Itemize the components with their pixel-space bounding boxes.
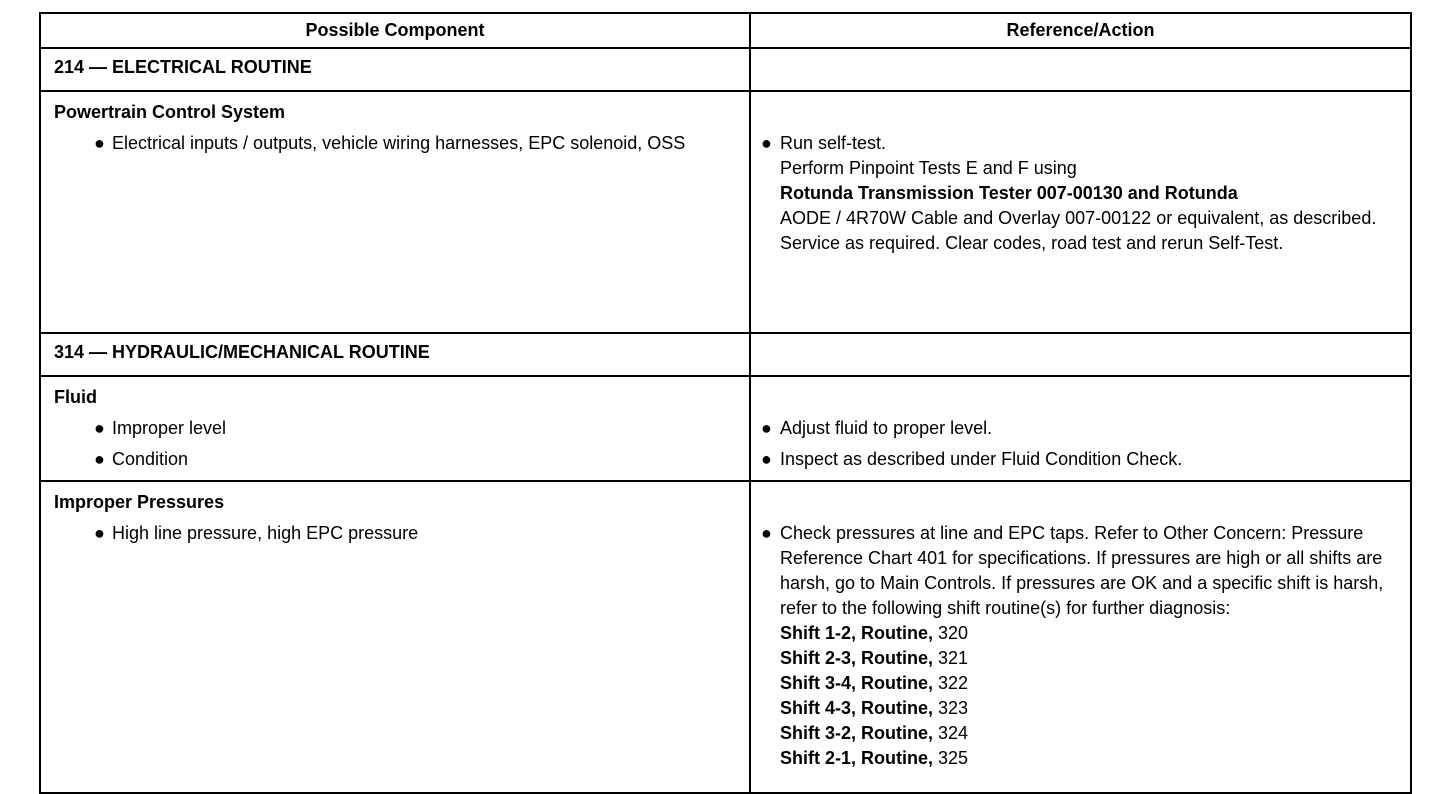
component-text: Condition [112, 449, 189, 469]
bullet-icon: ● [94, 418, 105, 438]
section-empty-cell [750, 333, 1411, 376]
diagnostic-table [39, 12, 1412, 794]
shift-routine: Shift 2-3, Routine, 321 [780, 648, 969, 668]
action-text: Adjust fluid to proper level. [780, 418, 993, 438]
section-row [40, 333, 1411, 376]
action-cell [750, 481, 1411, 793]
shift-routine: Shift 4-3, Routine, 323 [780, 698, 969, 718]
list-item [761, 416, 1402, 441]
list-item [54, 131, 749, 156]
action-text: AODE / 4R70W Cable and Overlay 007-00122 or equivalent, as described. Service as required. Clear codes, road test and rerun Self-Test. [780, 208, 1377, 253]
group-heading: Powertrain Control System [54, 102, 286, 122]
list-item [761, 131, 1402, 256]
group-heading: Fluid [54, 387, 97, 407]
list-item [54, 416, 749, 441]
component-text: Electrical inputs / outputs, vehicle wiring harnesses, EPC solenoid, OSS [112, 133, 686, 153]
action-text: Perform Pinpoint Tests E and F using [780, 158, 1077, 178]
bullet-icon: ● [94, 523, 105, 543]
table-row [40, 376, 1411, 481]
bullet-icon: ● [761, 418, 772, 438]
action-cell [750, 376, 1411, 481]
list-item [54, 447, 749, 472]
shift-routine: Shift 1-2, Routine, 320 [780, 623, 969, 643]
group-heading: Improper Pressures [54, 492, 225, 512]
bullet-icon: ● [761, 133, 772, 153]
section-title: 314 — HYDRAULIC/MECHANICAL ROUTINE [40, 333, 750, 376]
tool-reference: Rotunda Transmission Tester 007-00130 and Rotunda [780, 183, 1238, 203]
bullet-icon: ● [761, 449, 772, 469]
component-cell [40, 376, 750, 481]
action-text: Run self-test. [780, 133, 887, 153]
shift-routine: Shift 3-4, Routine, 322 [780, 673, 969, 693]
shift-routine: Shift 3-2, Routine, 324 [780, 723, 969, 743]
action-cell [750, 91, 1411, 333]
list-item [761, 447, 1402, 472]
component-text: High line pressure, high EPC pressure [112, 523, 419, 543]
col-header-action: Reference/Action [750, 13, 1411, 48]
bullet-icon: ● [94, 133, 105, 153]
section-title: 214 — ELECTRICAL ROUTINE [40, 48, 750, 91]
table-row [40, 91, 1411, 333]
component-cell [40, 91, 750, 333]
section-row [40, 48, 1411, 91]
shift-routine: Shift 2-1, Routine, 325 [780, 748, 969, 768]
action-text: Inspect as described under Fluid Condition Check. [780, 449, 1183, 469]
list-item [761, 521, 1402, 771]
col-header-component: Possible Component [40, 13, 750, 48]
table-row [40, 481, 1411, 793]
bullet-icon: ● [94, 449, 105, 469]
component-text: Improper level [112, 418, 227, 438]
bullet-icon: ● [761, 523, 772, 543]
list-item [54, 521, 749, 546]
component-cell [40, 481, 750, 793]
action-text: Check pressures at line and EPC taps. Refer to Other Concern: Pressure Reference Chart 401 for specifications. If pressures are high or all shifts are harsh, go to Main Controls. If pressures are OK and a specific shift is harsh, refer to the following shift routine(s) for further diagnosis: [780, 523, 1384, 618]
table-header-row [40, 13, 1411, 48]
section-empty-cell [750, 48, 1411, 91]
